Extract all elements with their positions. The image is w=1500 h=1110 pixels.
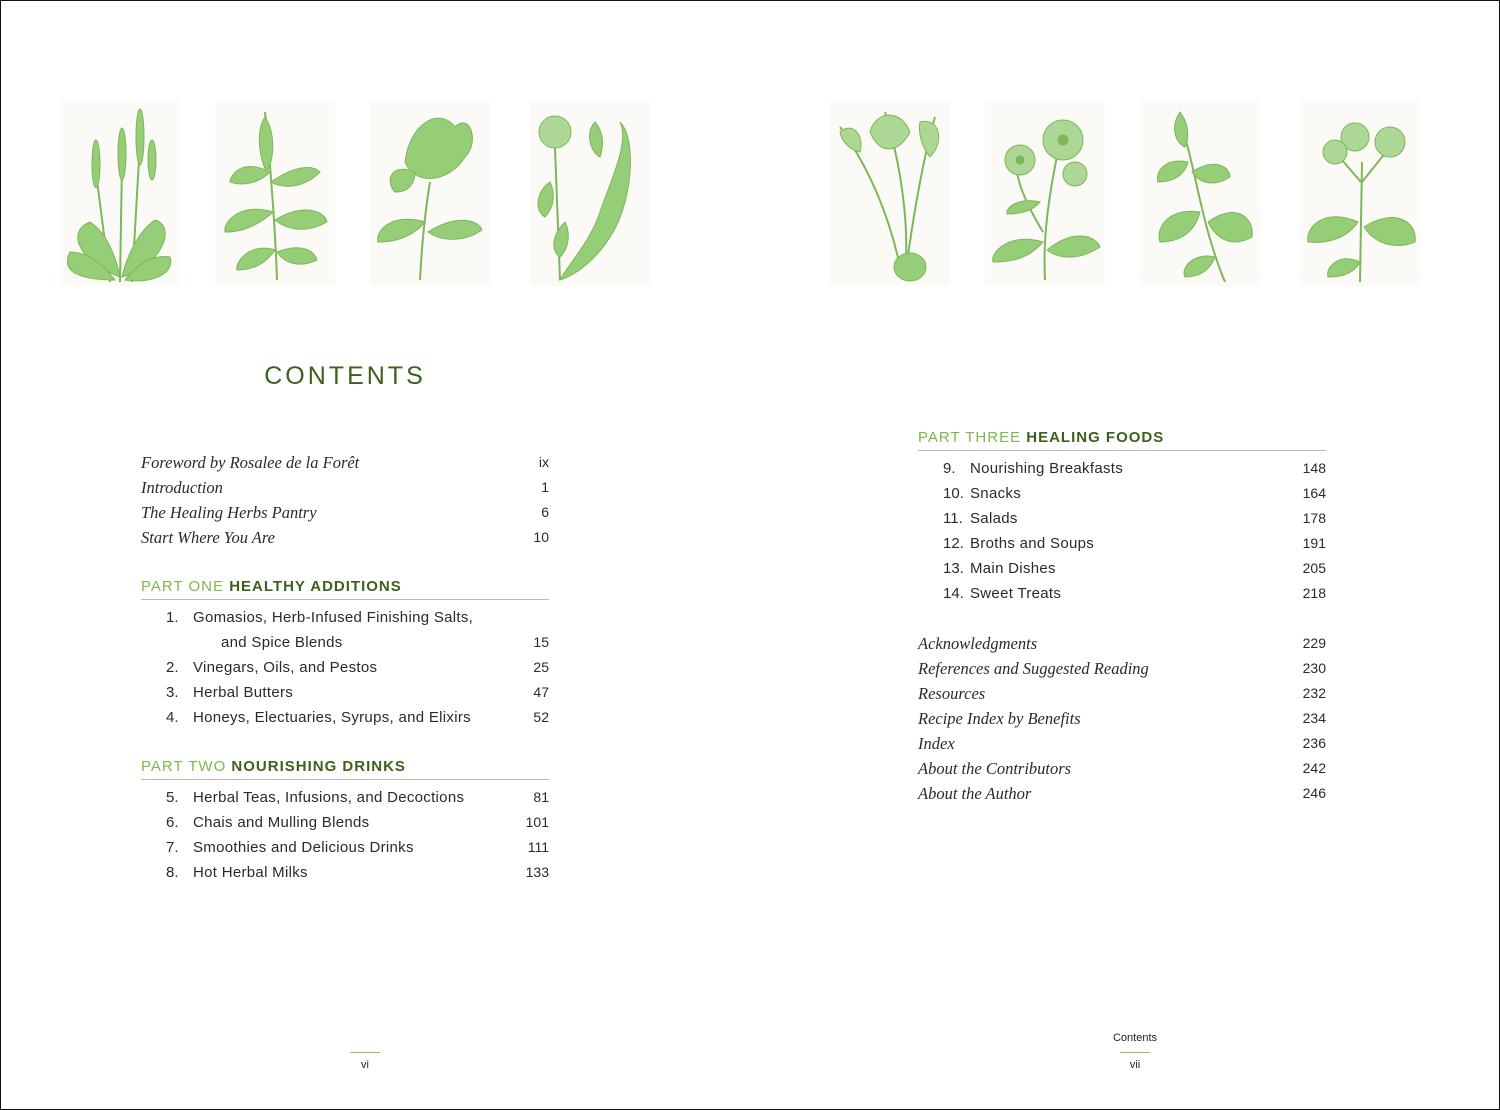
part-label: PART TWO [141, 758, 227, 775]
part-one-heading [141, 576, 549, 600]
toc-entry-label: References and Suggested Reading [918, 659, 1149, 678]
chapter-page: 15 [533, 634, 549, 650]
chapter-title: Herbal Butters [193, 684, 294, 701]
chapter-page: 205 [1302, 560, 1326, 576]
toc-entry-label: Start Where You Are [141, 528, 275, 547]
part-title: NOURISHING DRINKS [231, 758, 406, 775]
chapter-number: 13. [943, 560, 964, 577]
toc-chapter[interactable] [918, 456, 1326, 481]
toc-entry[interactable] [918, 781, 1326, 806]
toc-entry[interactable] [141, 525, 549, 550]
toc-entry[interactable] [141, 500, 549, 525]
toc-entry-label: Resources [918, 684, 986, 703]
chapter-page: 101 [525, 814, 549, 830]
toc-entry-page: 242 [1302, 760, 1326, 776]
toc-chapter[interactable] [918, 531, 1326, 556]
chapter-page: 148 [1302, 460, 1326, 476]
toc-chapter[interactable] [918, 581, 1326, 606]
chapter-title: Gomasios, Herb-Infused Finishing Salts, [193, 609, 474, 626]
toc-entry-page: 1 [541, 479, 549, 495]
toc-entry-page: 234 [1302, 710, 1326, 726]
leaf-sprig-icon [215, 102, 335, 286]
toc-chapter[interactable] [141, 705, 549, 730]
daisy-icon [985, 102, 1105, 286]
chapter-number: 5. [166, 789, 179, 806]
chapter-title-continued: and Spice Blends [221, 634, 343, 651]
toc-chapter[interactable] [141, 835, 549, 860]
toc-entry[interactable] [918, 656, 1326, 681]
toc-chapter[interactable] [918, 506, 1326, 531]
chapter-title: Herbal Teas, Infusions, and Decoctions [193, 789, 465, 806]
toc-entry-label: About the Contributors [918, 759, 1072, 778]
chapter-page: 178 [1302, 510, 1326, 526]
root-icon [530, 102, 650, 286]
toc-entry-page: 10 [533, 529, 549, 545]
part-title: HEALING FOODS [1026, 429, 1165, 446]
toc-entry-page: 246 [1302, 785, 1326, 801]
toc-entry-label: Index [918, 734, 955, 753]
toc-entry-label: About the Author [918, 784, 1032, 803]
chapter-number: 7. [166, 839, 179, 856]
chapter-number: 3. [166, 684, 179, 701]
chapter-title: Honeys, Electuaries, Syrups, and Elixirs [193, 709, 471, 726]
fennel-icon [830, 102, 950, 286]
chapter-page: 47 [533, 684, 549, 700]
chapter-number: 12. [943, 535, 964, 552]
toc-chapter[interactable] [141, 810, 549, 835]
flower-icon [370, 102, 490, 286]
chapter-page: 164 [1302, 485, 1326, 501]
chapter-page: 191 [1302, 535, 1326, 551]
toc-entry-page: 236 [1302, 735, 1326, 751]
chapter-number: 11. [943, 510, 963, 527]
chapter-page: 81 [533, 789, 549, 805]
running-head: Contents [1112, 1032, 1158, 1044]
chapter-title: Chais and Mulling Blends [193, 814, 370, 831]
toc-entry[interactable] [918, 706, 1326, 731]
chapter-title: Main Dishes [970, 560, 1056, 577]
chapter-title: Sweet Treats [970, 585, 1062, 602]
folio-rule-right [1120, 1052, 1150, 1053]
chapter-number: 8. [166, 864, 179, 881]
toc-entry[interactable] [918, 681, 1326, 706]
toc-entry-label: Recipe Index by Benefits [918, 709, 1081, 728]
toc-entry-page: 6 [541, 504, 549, 520]
toc-chapter[interactable] [918, 481, 1326, 506]
toc-entry-page: ix [538, 454, 549, 470]
toc-entry-page: 232 [1302, 685, 1326, 701]
page-number-right: vii [1129, 1059, 1141, 1071]
toc-chapter[interactable] [918, 556, 1326, 581]
contents-title: CONTENTS [264, 362, 426, 390]
chapter-number: 1. [166, 609, 179, 626]
toc-entry[interactable] [918, 631, 1326, 656]
toc-chapter-continued[interactable] [141, 630, 549, 655]
chapter-title: Hot Herbal Milks [193, 864, 308, 881]
toc-entry-page: 230 [1302, 660, 1326, 676]
toc-entry[interactable] [918, 756, 1326, 781]
toc-chapter[interactable] [141, 605, 549, 630]
part-three-heading [918, 427, 1326, 451]
part-title: HEALTHY ADDITIONS [229, 578, 402, 595]
toc-entry[interactable] [918, 731, 1326, 756]
chapter-title: Broths and Soups [970, 535, 1095, 552]
part-label: PART ONE [141, 578, 225, 595]
chapter-page: 111 [527, 839, 549, 855]
toc-entry-label: Acknowledgments [918, 634, 1038, 653]
plantain-icon [60, 102, 180, 286]
chapter-title: Smoothies and Delicious Drinks [193, 839, 414, 856]
chapter-page: 133 [525, 864, 549, 880]
toc-entry[interactable] [141, 475, 549, 500]
toc-chapter[interactable] [141, 860, 549, 885]
chapter-page: 218 [1302, 585, 1326, 601]
chapter-title: Nourishing Breakfasts [970, 460, 1124, 477]
chapter-page: 25 [533, 659, 549, 675]
thistle-icon [1300, 102, 1420, 286]
chapter-number: 2. [166, 659, 179, 676]
toc-entry-page: 229 [1302, 635, 1326, 651]
toc-chapter[interactable] [141, 655, 549, 680]
chapter-number: 10. [943, 485, 964, 502]
chapter-number: 4. [166, 709, 179, 726]
chapter-number: 6. [166, 814, 179, 831]
toc-chapter[interactable] [141, 680, 549, 705]
toc-entry-label: The Healing Herbs Pantry [141, 503, 317, 522]
toc-chapter[interactable] [141, 785, 549, 810]
chapter-number: 9. [943, 460, 956, 477]
folio-rule-left [350, 1052, 380, 1053]
chapter-page: 52 [533, 709, 549, 725]
chapter-number: 14. [943, 585, 964, 602]
nettle-icon [1140, 102, 1260, 286]
part-two-heading [141, 756, 549, 780]
toc-entry-label: Foreword by Rosalee de la Forêt [141, 453, 360, 472]
toc-entry-label: Introduction [141, 478, 223, 497]
chapter-title: Salads [970, 510, 1018, 527]
chapter-title: Vinegars, Oils, and Pestos [193, 659, 378, 676]
toc-entry[interactable] [141, 450, 549, 475]
chapter-title: Snacks [970, 485, 1021, 502]
part-label: PART THREE [918, 429, 1022, 446]
page-number-left: vi [361, 1059, 369, 1071]
